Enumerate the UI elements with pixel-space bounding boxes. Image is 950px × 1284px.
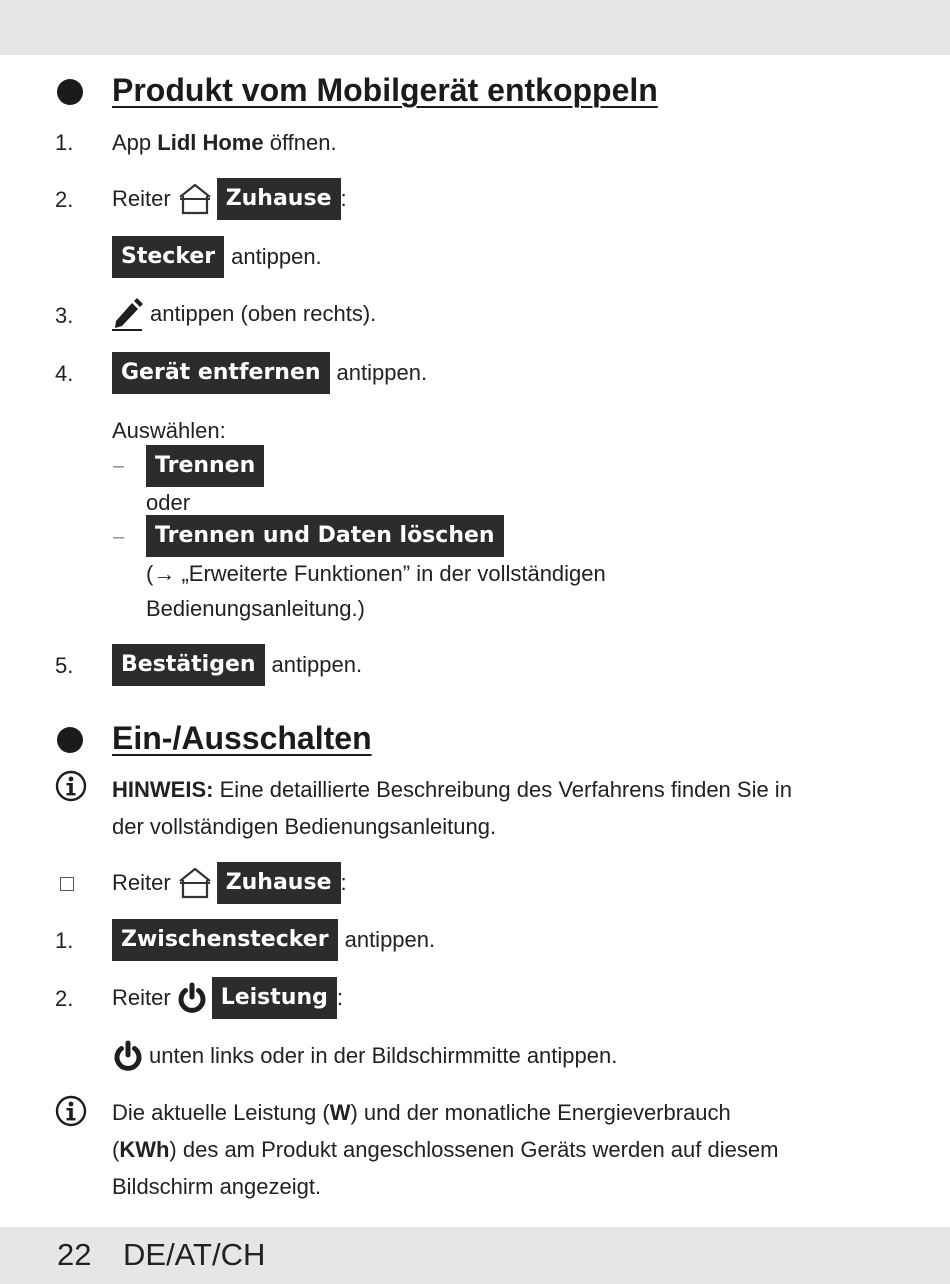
- info-line-1a: Die aktuelle Leistung (: [112, 1100, 330, 1125]
- pre-step-pre: Reiter: [112, 870, 171, 895]
- section-bullet: [57, 727, 83, 753]
- step-number: 2.: [55, 986, 74, 1011]
- step-1-pre: App: [112, 130, 158, 155]
- app-name: Lidl Home: [157, 130, 264, 155]
- home-icon: [177, 182, 213, 216]
- step-2-pre: Reiter: [112, 186, 171, 211]
- watt-unit: W: [329, 1100, 351, 1125]
- step-4-text: [112, 352, 427, 394]
- step-2b-text: [112, 236, 322, 278]
- s2-step-1-text: [112, 919, 435, 961]
- leistung-button[interactable]: Leistung: [212, 977, 337, 1019]
- step-1-post: öffnen.: [263, 130, 337, 155]
- s2-step-2b-post: unten links oder in der Bildschirmmitte antippen.: [149, 1043, 618, 1068]
- s2-step-2-text: [112, 977, 343, 1019]
- option-dash: –: [113, 526, 125, 548]
- step-3-text: [112, 295, 376, 333]
- info-line-1c: ) und der monatliche Energieverbrauch: [350, 1100, 731, 1125]
- step-5-post: antippen.: [271, 652, 363, 677]
- info-text: [112, 1094, 912, 1205]
- info-line-2c: ) des am Produkt angeschlossenen Geräts werden auf diesem: [169, 1137, 779, 1162]
- stecker-button[interactable]: Stecker: [112, 236, 224, 278]
- zwischenstecker-button[interactable]: Zwischenstecker: [112, 919, 338, 961]
- choose-label: Auswählen:: [112, 418, 226, 443]
- step-3-post: antippen (oben rechts).: [150, 301, 377, 326]
- reference-line-2: Bedienungsanleitung.): [146, 596, 365, 621]
- s2-step-2-post: :: [336, 985, 343, 1010]
- step-1-text: [112, 128, 337, 158]
- step-number: 2.: [55, 187, 74, 212]
- reference-line-1: (→ „Erweiterte Funktionen” in der vollständigen: [146, 561, 606, 586]
- pre-step-post: :: [340, 870, 347, 895]
- info-line-3: Bildschirm angezeigt.: [112, 1174, 322, 1199]
- section-bullet: [57, 79, 83, 105]
- pencil-icon: [112, 297, 144, 331]
- info-line-2a: (: [112, 1137, 120, 1162]
- option-dash: –: [113, 455, 125, 477]
- or-text: oder: [146, 490, 191, 515]
- zuhause-button[interactable]: Zuhause: [217, 862, 341, 904]
- kwh-unit: KWh: [119, 1137, 170, 1162]
- step-number: 4.: [55, 361, 74, 386]
- top-bar: [0, 0, 950, 55]
- checkbox-marker: [60, 877, 74, 891]
- step-number: 5.: [55, 653, 74, 678]
- trennen-button[interactable]: Trennen: [146, 445, 264, 487]
- pre-step-text: [112, 862, 347, 904]
- zuhause-button[interactable]: Zuhause: [217, 178, 341, 220]
- step-2-text: [112, 178, 347, 220]
- step-5-text: [112, 644, 362, 686]
- step-2b-post: antippen.: [231, 244, 322, 269]
- page-number: 22: [57, 1237, 92, 1272]
- section-title-onoff: Ein-/Ausschalten: [112, 720, 372, 756]
- power-icon: [176, 982, 208, 1014]
- step-number: 1.: [55, 130, 74, 155]
- s2-step-1-post: antippen.: [344, 927, 436, 952]
- section-title-decouple: Produkt vom Mobilgerät entkoppeln: [112, 72, 658, 108]
- step-2-post: :: [340, 186, 347, 211]
- step-4-post: antippen.: [336, 360, 428, 385]
- confirm-button[interactable]: Bestätigen: [112, 644, 265, 686]
- step-number: 3.: [55, 303, 74, 328]
- info-icon: [55, 1095, 87, 1127]
- s2-step-2b-text: [112, 1038, 617, 1074]
- step-number: 1.: [55, 928, 74, 953]
- info-icon: [55, 770, 87, 802]
- note-line-1: Eine detaillierte Beschreibung des Verfahrens finden Sie in: [213, 777, 792, 802]
- trennen-daten-loeschen-button[interactable]: Trennen und Daten löschen: [146, 515, 504, 557]
- power-icon: [112, 1040, 144, 1072]
- region-label: DE/AT/CH: [123, 1237, 266, 1272]
- note-line-2: der vollständigen Bedienungsanleitung.: [112, 814, 497, 839]
- s2-step-2-pre: Reiter: [112, 985, 171, 1010]
- remove-device-button[interactable]: Gerät entfernen: [112, 352, 330, 394]
- note-text: [112, 771, 902, 845]
- note-label: HINWEIS:: [112, 777, 214, 802]
- home-icon: [177, 866, 213, 900]
- footer: [0, 1227, 950, 1284]
